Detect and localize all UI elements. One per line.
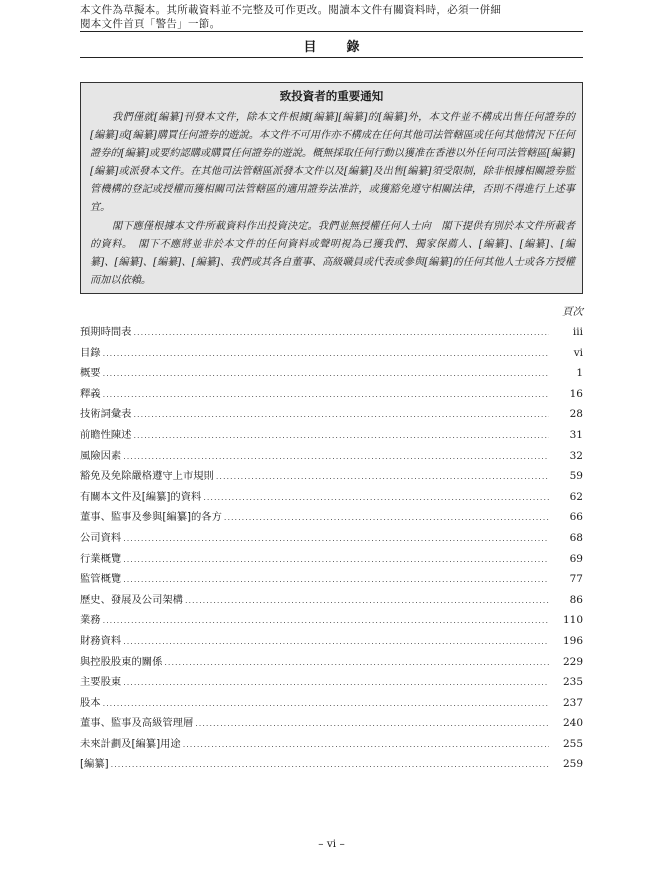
page-number-footer: – vi –: [318, 838, 345, 850]
toc-leader-dots: [103, 349, 549, 358]
toc-leader-dots: [103, 390, 549, 399]
toc-entry-summary[interactable]: [80, 364, 583, 385]
toc-entry-share-capital[interactable]: [80, 694, 583, 715]
toc-entry-glossary[interactable]: [80, 405, 583, 426]
toc-entry-label: 概要: [80, 367, 101, 380]
toc-entry-page: 255: [562, 737, 583, 750]
toc-entry-label: 公司資料: [80, 531, 122, 544]
toc-entry-waivers[interactable]: [80, 467, 583, 488]
toc-entry-label: 董事、監事及參與[編纂]的各方: [80, 511, 222, 524]
toc-leader-dots: [183, 740, 549, 749]
toc-entry-substantial-shareholders[interactable]: [80, 673, 583, 694]
draft-warning: 本文件為草擬本。其所載資料並不完整及可作更改。閱讀本文件有關資料時，必須一併細 閱本文件首頁「警告」一節。: [80, 4, 502, 30]
toc-leader-dots: [164, 658, 549, 667]
toc-leader-dots: [224, 513, 549, 522]
notice-title: 致投資者的重要通知: [279, 89, 384, 103]
toc-leader-dots: [133, 328, 549, 337]
toc-entry-directors[interactable]: [80, 714, 583, 735]
toc-entry-definitions[interactable]: [80, 385, 583, 406]
toc-leader-dots: [123, 534, 549, 543]
toc-entry-forward-looking[interactable]: [80, 426, 583, 447]
toc-entry-label: 財務資料: [80, 634, 122, 647]
toc-entry-label: 監管概覽: [80, 573, 122, 586]
toc-entry-industry-overview[interactable]: [80, 550, 583, 571]
toc-leader-dots: [123, 575, 549, 584]
toc-leader-dots: [203, 493, 549, 502]
title-rule-top: [80, 31, 583, 32]
toc-entry-redacted[interactable]: [80, 755, 583, 776]
toc-entry-label: 股本: [80, 696, 101, 709]
toc-entry-page: 62: [569, 490, 583, 503]
toc-entry-page: 240: [562, 717, 583, 730]
toc-entry-page: 69: [569, 552, 583, 565]
toc-entry-risk-factors[interactable]: [80, 447, 583, 468]
investor-notice-box: [80, 82, 583, 294]
toc-page-column-header: 頁次: [562, 306, 583, 318]
toc-entry-label: 與控股股東的關係: [80, 655, 163, 668]
toc-entry-page: 259: [562, 758, 583, 771]
toc-entry-page: vi: [573, 346, 583, 359]
toc-entry-label: 前瞻性陳述: [80, 428, 132, 441]
toc-entry-page: 32: [569, 449, 583, 462]
toc-entry-page: 77: [569, 573, 583, 586]
toc-entry-label: 有關本文件及[編纂]的資料: [80, 490, 202, 503]
table-of-contents: [80, 323, 583, 776]
toc-entry-page: 110: [562, 614, 583, 627]
toc-entry-corporate-info[interactable]: [80, 529, 583, 550]
toc-entry-label: 未來計劃及[編纂]用途: [80, 737, 181, 750]
toc-entry-page: 28: [569, 408, 583, 421]
toc-leader-dots: [133, 410, 549, 419]
toc-leader-dots: [216, 472, 549, 481]
toc-leader-dots: [133, 431, 549, 440]
toc-entry-page: 68: [569, 531, 583, 544]
toc-entry-label: 技術詞彙表: [80, 408, 132, 421]
toc-entry-label: 豁免及免除嚴格遵守上市規則: [80, 470, 214, 483]
toc-leader-dots: [123, 678, 549, 687]
toc-leader-dots: [103, 699, 549, 708]
toc-leader-dots: [111, 760, 549, 769]
toc-entry-label: 預期時間表: [80, 326, 132, 338]
toc-entry-business[interactable]: [80, 611, 583, 632]
toc-entry-history[interactable]: [80, 591, 583, 612]
toc-entry-page: 1: [576, 367, 583, 380]
toc-leader-dots: [123, 452, 549, 461]
page-title: 目錄: [303, 40, 390, 55]
toc-entry-future-plans[interactable]: [80, 735, 583, 756]
toc-entry-page: iii: [572, 326, 583, 338]
toc-entry-contents[interactable]: [80, 344, 583, 365]
toc-leader-dots: [103, 616, 549, 625]
toc-entry-page: 31: [569, 428, 583, 441]
toc-entry-page: 196: [562, 634, 583, 647]
toc-entry-parties[interactable]: [80, 508, 583, 529]
toc-entry-label: 釋義: [80, 387, 101, 400]
toc-entry-page: 237: [562, 696, 583, 709]
toc-entry-page: 16: [569, 387, 583, 400]
toc-entry-label: 行業概覽: [80, 552, 122, 565]
toc-entry-regulatory-overview[interactable]: [80, 570, 583, 591]
toc-leader-dots: [195, 719, 549, 728]
toc-entry-label: [編纂]: [80, 758, 109, 771]
toc-entry-page: 235: [562, 676, 583, 689]
toc-entry-page: 229: [562, 655, 583, 668]
toc-entry-page: 86: [569, 593, 583, 606]
toc-entry-label: 歷史、發展及公司架構: [80, 593, 183, 606]
toc-leader-dots: [103, 369, 549, 378]
notice-paragraph-1: 我們僅就[編纂]刊發本文件，除本文件根據[編纂][編纂]的[編纂]外，本文件並不構成出售任何證券的[編纂]或[編纂]購買任何證券的遊說。本文件不可用作亦不構成在任何其他司法管轄區或任何其他情況下任何證券的[編纂]或要約認購或購買任何證券的遊說。概無採取任何行動以獲准在香港以外任何司法管轄區[編纂][編纂]或派發本文件。在其他司法管轄區派發本文件以及[編纂]及出售[編纂]須受限制，除非根據相關證券監管機構的登記或授權而獲相關司法管轄區的適用證券法准許，或獲豁免遵守相關法律，否則不得進行上述事宜。: [90, 112, 575, 213]
toc-entry-document-info[interactable]: [80, 488, 583, 509]
toc-entry-expected-timetable[interactable]: [80, 323, 583, 344]
toc-leader-dots: [123, 555, 549, 564]
toc-leader-dots: [123, 637, 549, 646]
notice-paragraph-2: 閣下應僅根據本文件所載資料作出投資決定。我們並無授權任何人士向 閣下提供有別於本文件所載者的資料。 閣下不應將並非於本文件的任何資料或聲明視為已獲我們、獨家保薦人、[編纂]、[編纂]、[編纂]、[編纂]、[編纂]、[編纂]、我們或其各自董事、高級職員或代表或參與[編纂]的任何其他人士或各方授權而加以依賴。: [90, 221, 575, 286]
toc-entry-label: 董事、監事及高級管理層: [80, 717, 194, 730]
toc-entry-page: 66: [569, 511, 583, 524]
toc-entry-page: 59: [569, 470, 583, 483]
toc-entry-label: 業務: [80, 614, 101, 627]
toc-entry-financial-info[interactable]: [80, 632, 583, 653]
toc-entry-controlling-shareholders[interactable]: [80, 653, 583, 674]
toc-entry-label: 風險因素: [80, 449, 122, 462]
title-rule-bottom: [80, 57, 583, 58]
toc-entry-label: 主要股東: [80, 676, 122, 689]
toc-entry-label: 目錄: [80, 346, 101, 359]
toc-leader-dots: [185, 596, 549, 605]
